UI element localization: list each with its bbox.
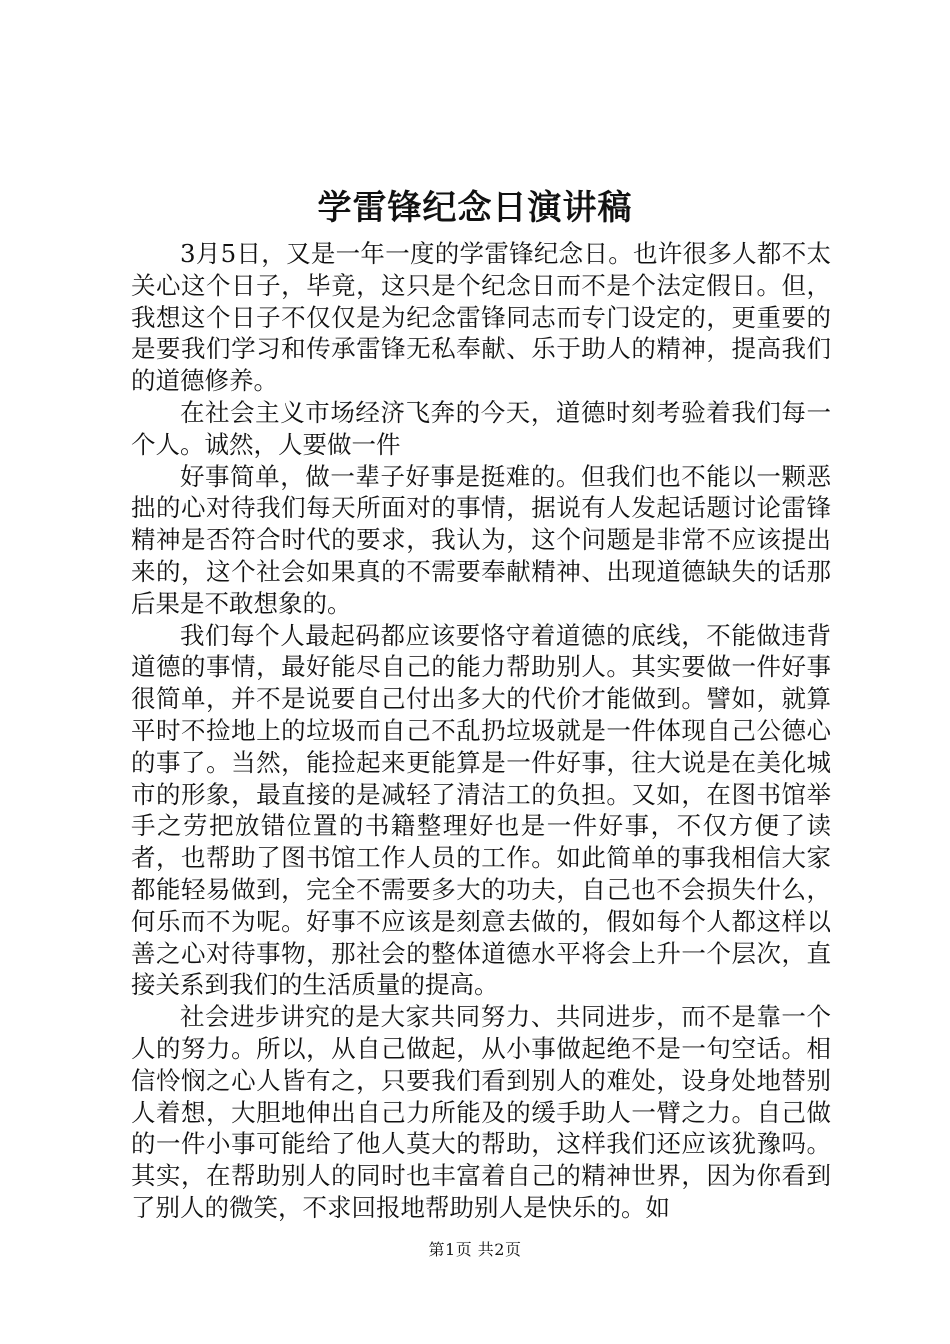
- paragraph: 3月5日，又是一年一度的学雷锋纪念日。也许很多人都不太关心这个日子，毕竟，这只是个纪念日而不是个法定假日。但，我想这个日子不仅仅是为纪念雷锋同志而专门设定的，更重要的是要我们学习和传承雷锋无私奉献、乐于助人的精神，提高我们的道德修养。: [131, 239, 831, 396]
- paragraph: 我们每个人最起码都应该要恪守着道德的底线，不能做违背道德的事情，最好能尽自己的能力帮助别人。其实要做一件好事很简单，并不是说要自己付出多大的代价才能做到。譬如，就算平时不捡地上的垃圾而自己不乱扔垃圾就是一件体现自己公德心的事了。当然，能捡起来更能算是一件好事，往大说是在美化城市的形象，最直接的是减轻了清洁工的负担。又如，在图书馆举手之劳把放错位置的书籍整理好也是一件好事，不仅方便了读者，也帮助了图书馆工作人员的工作。如此简单的事我相信大家都能轻易做到，完全不需要多大的功夫，自己也不会损失什么，何乐而不为呢。好事不应该是刻意去做的，假如每个人都这样以善之心对待事物，那社会的整体道德水平将会上升一个层次，直接关系到我们的生活质量的提高。: [131, 620, 831, 1000]
- paragraph: 社会进步讲究的是大家共同努力、共同进步，而不是靠一个人的努力。所以，从自己做起，从小事做起绝不是一句空话。相信怜悯之心人皆有之，只要我们看到别人的难处，设身处地替别人着想，大胆地伸出自己力所能及的缓手助人一臂之力。自己做的一件小事可能给了他人莫大的帮助，这样我们还应该犹豫吗。其实，在帮助别人的同时也丰富着自己的精神世界，因为你看到了别人的微笑，不求回报地帮助别人是快乐的。如: [131, 1002, 831, 1222]
- paragraph: 在社会主义市场经济飞奔的今天，道德时刻考验着我们每一个人。诚然，人要做一件: [131, 397, 831, 459]
- document-body: [131, 238, 831, 1224]
- page-footer: 第1页 共2页: [428, 1240, 522, 1259]
- paragraph: 好事简单，做一辈子好事是挺难的。但我们也不能以一颗恶拙的心对待我们每天所面对的事情，据说有人发起话题讨论雷锋精神是否符合时代的要求，我认为，这个问题是非常不应该提出来的，这个社会如果真的不需要奉献精神、出现道德缺失的话那后果是不敢想象的。: [131, 461, 831, 618]
- document-title: 学雷锋纪念日演讲稿: [317, 188, 633, 228]
